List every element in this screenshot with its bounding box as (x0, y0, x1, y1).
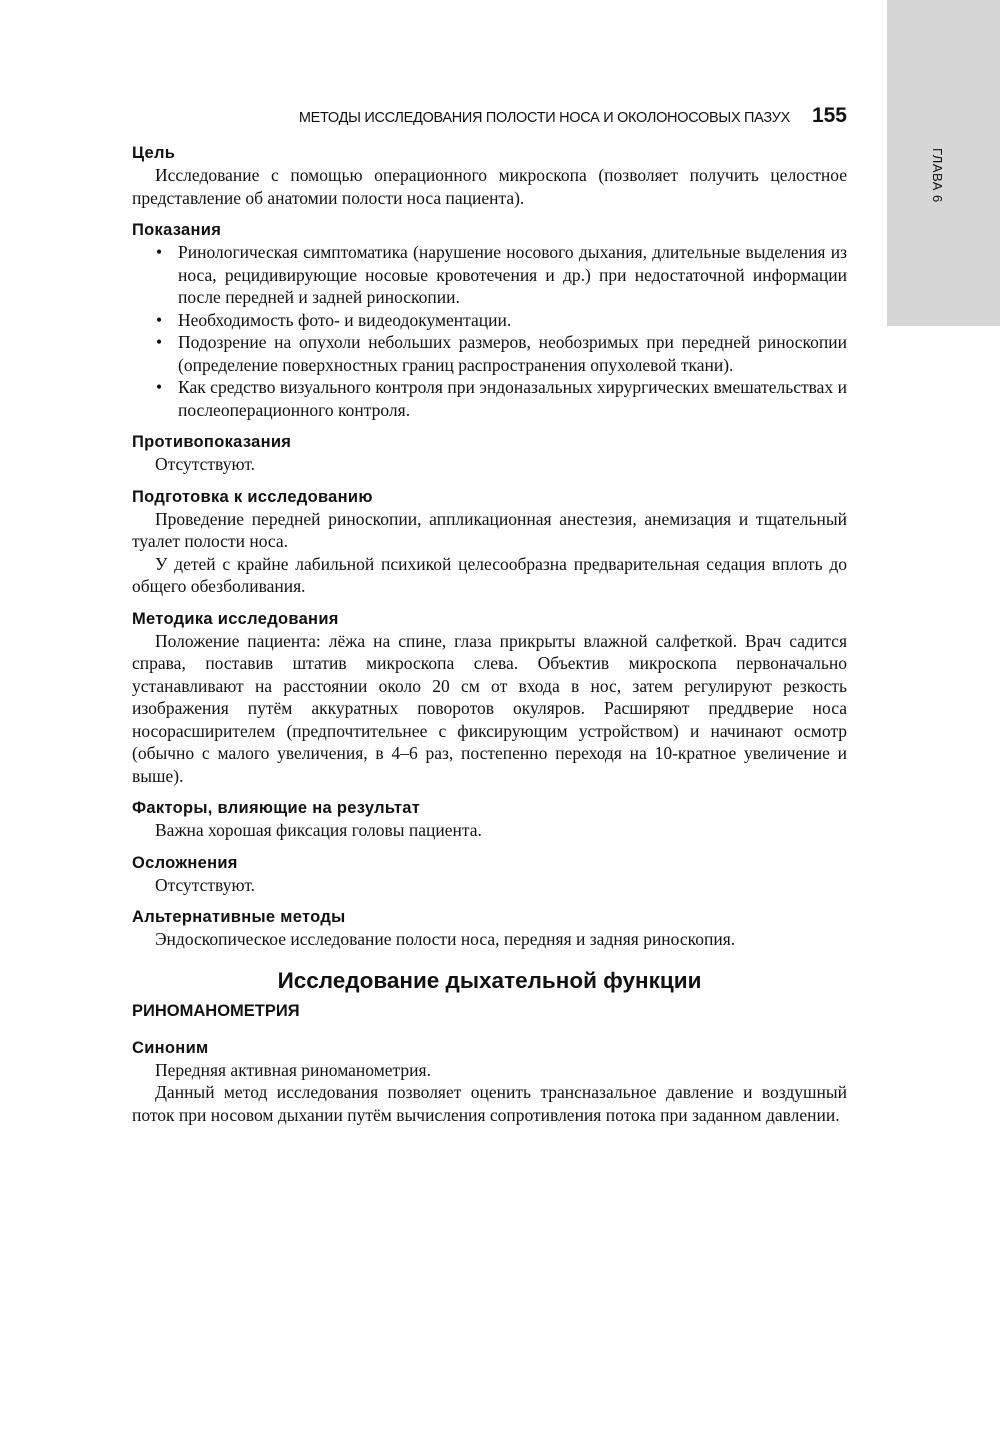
section-heading: Осложнения (132, 853, 238, 872)
chapter-tab (887, 0, 1000, 326)
paragraph: Эндоскопическое исследование полости носа, передняя и задняя риноскопия. (155, 929, 736, 949)
section-heading: Цель (132, 144, 176, 162)
section-preparation (132, 486, 847, 598)
section-factors (132, 797, 847, 842)
section-heading: Методика исследования (132, 609, 339, 628)
section-heading: Противопоказания (132, 433, 292, 451)
paragraph: Отсутствуют. (155, 454, 256, 474)
running-header (132, 104, 847, 132)
section-alternatives (132, 906, 847, 951)
section-synonym (132, 1037, 847, 1127)
section-complications (132, 852, 847, 897)
list-item: • Подозрение на опухоли небольших размеров, необозримых при передней риноскопии (определение поверхностных границ распространения опухолевой ткани). (132, 331, 847, 376)
chapter-section-title: Исследование дыхательной функции (277, 967, 702, 993)
section-method (132, 608, 847, 788)
indications-list (132, 241, 847, 421)
paragraph: У детей с крайне лабильной психикой целесообразна предварительная седация вплоть до общего обезболивания. (132, 553, 847, 596)
paragraph: Важна хорошая фиксация головы пациента. (155, 820, 482, 840)
paragraph: Данный метод исследования позволяет оценить трансназальное давление и воздушный поток при носовом дыхании путём вычисления сопротивления потока при заданном давлении. (132, 1082, 847, 1125)
section-heading: Факторы, влияющие на результат (132, 799, 421, 817)
section-heading: Синоним (132, 1038, 209, 1057)
section-indications (132, 219, 847, 421)
paragraph: Передняя активная риноманометрия. (155, 1059, 431, 1080)
section-heading: Показания (132, 221, 222, 239)
section-heading: Подготовка к исследованию (132, 487, 373, 506)
section-contraindications (132, 431, 847, 476)
page-content (132, 142, 847, 1136)
list-item: • Необходимость фото- и видеодокументации. (132, 309, 847, 332)
section-goal (132, 142, 847, 209)
running-title: МЕТОДЫ ИССЛЕДОВАНИЯ ПОЛОСТИ НОСА И ОКОЛОНОСОВЫХ ПАЗУХ (298, 110, 790, 126)
paragraph: Исследование с помощью операционного микроскопа (позволяет получить целостное представление об анатомии полости носа пациента). (132, 165, 847, 208)
paragraph: Положение пациента: лёжа на спине, глаза прикрыты влажной салфеткой. Врач садится справа, поставив штатив микроскопа слева. Объектив микроскопа первоначально устанавливают на расстоянии около 20 см от входа в нос, затем регулируют резкость изображения путём аккуратных поворотов окуляров. Расширяют преддверие носа носорасширителем (предпочтительнее с фиксирующим устройством) и начинают осмотр (обычно с малого увеличения, в 4–6 раз, постепенно переходя на 10-кратное увеличение и выше). (132, 630, 847, 786)
list-item: • Ринологическая симптоматика (нарушение носового дыхания, длительные выделения из носа, рецидивирующие носовые кровотечения и др.) при недостаточной информации после передней и задней риноскопии. (132, 241, 847, 309)
paragraph: Отсутствуют. (155, 874, 256, 895)
chapter-section-subtitle: РИНОМАНОМЕТРИЯ (132, 1001, 300, 1020)
page-number: 155 (811, 104, 847, 127)
chapter-tab-label: ГЛАВА 6 (930, 148, 945, 203)
section-heading: Альтернативные методы (132, 908, 346, 926)
list-item: • Как средство визуального контроля при эндоназальных хирургических вмешательствах и послеоперационного контроля. (132, 376, 847, 421)
paragraph: Проведение передней риноскопии, аппликационная анестезия, анемизация и тщательный туалет полости носа. (132, 508, 847, 551)
